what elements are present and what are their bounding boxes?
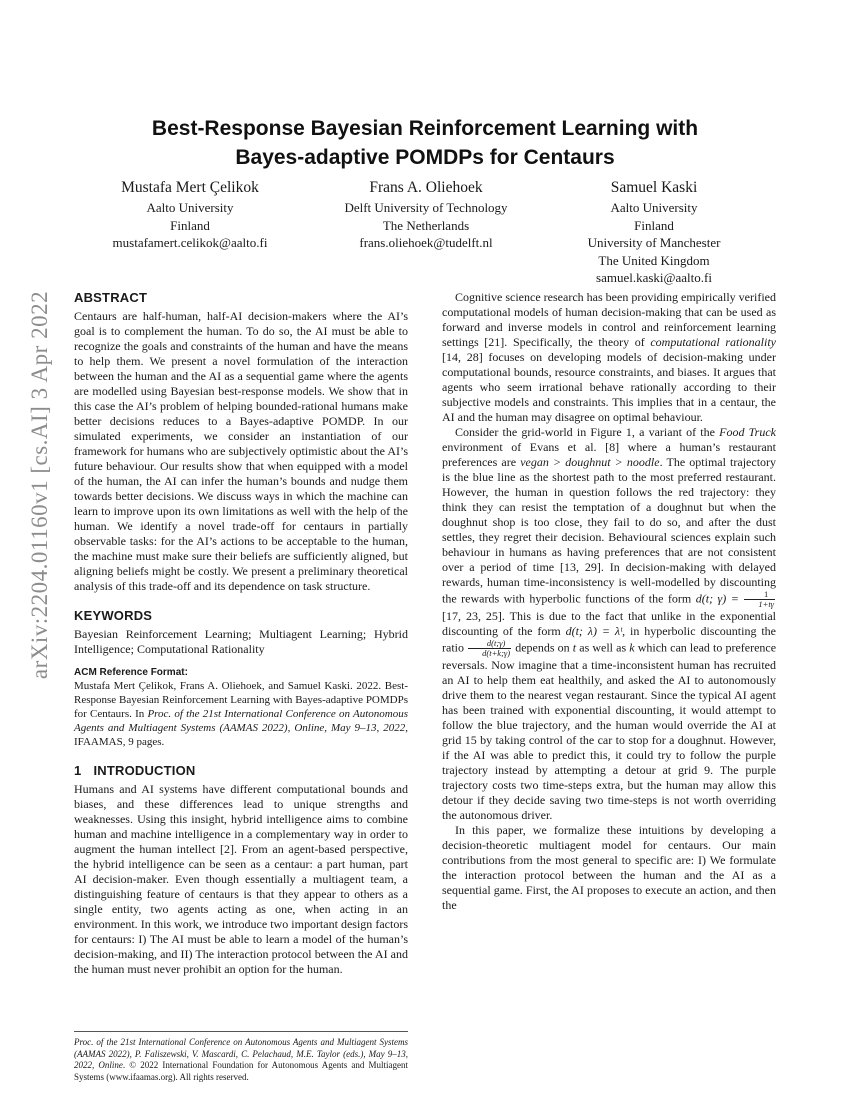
author-name: Mustafa Mert Çelikok — [121, 179, 259, 196]
acm-reference-tail: , IFAAMAS, 9 pages. — [74, 722, 408, 748]
author-affiliation: Delft University of Technology — [344, 200, 508, 215]
author-affiliation: Aalto University — [146, 200, 234, 215]
footnote-copyright: . © 2022 International Foundation for Autonomous Agents and Multiagent Systems (www.ifaamas.org). All rights reserved. — [74, 1060, 409, 1082]
fraction-hyperbolic — [744, 590, 775, 609]
intro-p3-text-h: which can lead to preference reversals. Now imagine that a time-inconsistent human has recruited an AI to help them eat healthily, and asked the AI to autonomously drive them to the nearest vegan restaurant. Since the typical AI agent has been trained with exponential discounting, it would attempt to follow the blue trajectory, and the human would override the AI at grid 15 by taking control of the car to stop for a doughnut. However, if the AI was able to predict this, it could try to follow the purple trajectory instead by attempting a detour at grid 9. The purple trajectory costs two time-steps extra, but the human may allow this detour if they decide saving two time-steps is not worth overriding the autonomous driver. — [442, 640, 777, 822]
footnote-venue: Proc. of the 21st International Conference on Autonomous Agents and Multiagent Systems (AAMAS 2022), P. Faliszewski, V. Mascardi, C. Pelachaud, M.E. Taylor (eds.), May 9–13, 2022, Online — [74, 1037, 408, 1070]
left-column — [74, 290, 408, 977]
intro-paragraph-3 — [442, 425, 776, 823]
author-name: Samuel Kaski — [610, 179, 698, 196]
author-block-2 — [330, 178, 522, 252]
author-email: samuel.kaski@aalto.fi — [596, 270, 712, 285]
paper-title — [75, 114, 775, 172]
abstract-heading: ABSTRACT — [74, 290, 148, 305]
arxiv-identifier — [24, 290, 56, 680]
section-number: 1 — [74, 763, 82, 778]
paper-title-line-2: Bayes-adaptive POMDPs for Centaurs — [235, 146, 615, 169]
author-email: frans.oliehoek@tudelft.nl — [359, 235, 493, 250]
fraction-ratio — [468, 639, 511, 658]
author-country: The Netherlands — [382, 217, 470, 233]
intro-p3-text-a: Consider the grid-world in Figure 1, a variant of the — [455, 425, 715, 439]
fraction-denominator: 1+tγ — [758, 599, 775, 609]
intro-p2-text-b: [14, 28] focuses on developing models of decision-making under computational bounds, resource constraints, and biases. It argues that agents who seem irrational behave rationally according to their subjective models and constraints. This implies that in a centaur, the AI and the human may disagree on optimal behaviour. — [442, 350, 776, 424]
intro-p2-emphasis: computational rationality — [650, 335, 776, 349]
intro-p3-preferences: vegan > doughnut > noodle — [520, 455, 660, 469]
introduction-heading — [74, 763, 408, 779]
intro-p3-text-d: [17, 23, 25]. This is due to the fact that unlike in the exponential discounting of the form — [442, 609, 776, 638]
intro-paragraph-1: Humans and AI systems have different computational bounds and biases, and these differences lead to unique strengths and weaknesses. Using this insight, hybrid intelligence aims to combine human and machine intelligence in a complementary way in order to augment the human intellect [2]. From an agent-based perspective, the hybrid intelligence can be seen as a centaur: a part human, part AI decision-maker. Even though essentially a multiagent team, a distinguishing feature of centaurs is that they appear to others as a single entity, two agents acting as one, when acting in an environment. In this work, we introduce two important design factors for centaurs: I) The AI must be able to learn a model of the human’s decision-making, and II) The interaction protocol between the AI and the human must never prohibit an option for the human. — [74, 782, 408, 976]
author-affiliation: Aalto University — [610, 200, 698, 215]
author-email: mustafamert.celikok@aalto.fi — [112, 235, 268, 250]
acm-reference-text — [74, 679, 408, 749]
acm-reference-authors: Mustafa Mert Çelikok, Frans A. Oliehoek, and Samuel Kaski. 2022. Best-Response Bayesian Reinforcement Learning with Bayes-adaptive POMDPs for Centaurs. In — [74, 680, 408, 720]
variable-k: k — [629, 640, 635, 655]
fraction-numerator: 1 — [744, 590, 775, 600]
arxiv-identifier-text: arXiv:2204.01160v1 [cs.AI] 3 Apr 2022 — [27, 290, 52, 680]
intro-p3-text-f: depends on — [515, 640, 570, 655]
author-country: Finland — [170, 217, 210, 233]
acm-reference-label: ACM Reference Format: — [74, 667, 188, 678]
formula-exponential: d(t; λ) = λᵗ — [565, 624, 623, 638]
copyright-footnote — [74, 1031, 408, 1083]
author-name: Frans A. Oliehoek — [369, 179, 483, 196]
intro-p2-text-a: Cognitive science research has been providing empirically verified computational models of human decision-making that can be used as forward and inverse models in control and reinforcement learning settings [21]. Specifically, the theory of — [442, 290, 776, 349]
author-country: Finland — [634, 217, 674, 233]
intro-p3-food-truck: Food Truck — [719, 425, 776, 439]
fraction-numerator: d(t;γ) — [468, 639, 511, 649]
author-block-3 — [558, 178, 750, 287]
author-affiliation-2: University of Manchester — [587, 235, 721, 250]
right-column — [442, 290, 776, 913]
fraction-denominator: d(t+k;γ) — [482, 648, 511, 658]
intro-p3-text-g: as well as — [579, 640, 627, 655]
intro-paragraph-4: In this paper, we formalize these intuitions by developing a decision-theoretic multiagent model for centaurs. Our main contributions from the most general to specific are: I) We formulate the interaction protocol between the human and the AI as a sequential game. First, the AI proposes to execute an action, and then the — [442, 823, 776, 912]
intro-p3-text-e: , in hyperbolic discounting the ratio — [442, 624, 777, 655]
abstract-text: Centaurs are half-human, half-AI decision-makers where the AI’s goal is to complement the human. To do so, the AI must be able to recognize the goals and constraints of the human and have the means to help them. We present a novel formulation of the interaction between the human and the AI as a sequential game where the agents are modelled using Bayesian best-response models. We show that in this case the AI’s problem of helping bounded-rational humans make better decisions reduces to a Bayes-adaptive POMDP. In our simulated experiments, we consider an instantiation of our framework for humans who are subjectively optimistic about the AI’s future behaviour. Our results show that when equipped with a model of the human, the AI can infer the human’s bounds and nudge them towards better decisions. We discuss ways in which the machine can learn to improve upon its own limitations as well with the help of the human. We identify a novel trade-off for centaurs in partially observable tasks: for the AI’s actions to be acceptable to the human, the machine must make sure their beliefs are sufficiently aligned, but aligning beliefs might be costly. We present a preliminary theoretical analysis of this trade-off and its dependence on task structure. — [74, 309, 408, 593]
intro-p3-text-c: . The optimal trajectory is the blue line as the shortest path to the most preferred restaurant. However, the human in question follows the red trajectory: they think they can resist the temptation of a doughnut but when the doughnut shop is too close, they fail to do so, and after the dust settles, they regret their decision. Behavioural sciences explain such behaviour in humans as having preferences that are not consistent over a period of time [13, 29]. In decision-making with delayed rewards, human time-inconsistency is well-modelled by discounting the rewards with hyperbolic functions of the form — [442, 455, 777, 606]
author-block-1 — [94, 178, 286, 252]
keywords-heading: KEYWORDS — [74, 608, 153, 623]
variable-t: t — [572, 640, 577, 655]
acm-reference-venue: Proc. of the 21st International Conference on Autonomous Agents and Multiagent Systems (AAMAS 2022), Online, May 9–13, 2022 — [74, 708, 409, 734]
section-title: INTRODUCTION — [93, 763, 196, 778]
keywords-text: Bayesian Reinforcement Learning; Multiagent Learning; Hybrid Intelligence; Computational Rationality — [74, 627, 408, 656]
formula-hyperbolic: d(t; γ) = — [695, 591, 739, 606]
author-country-2: The United Kingdom — [598, 252, 710, 268]
paper-title-line-1: Best-Response Bayesian Reinforcement Learning with — [151, 117, 699, 140]
intro-paragraph-2 — [442, 290, 776, 425]
intro-p3-text-b: environment of Evans et al. [8] where a human’s restaurant preferences are — [442, 440, 776, 469]
